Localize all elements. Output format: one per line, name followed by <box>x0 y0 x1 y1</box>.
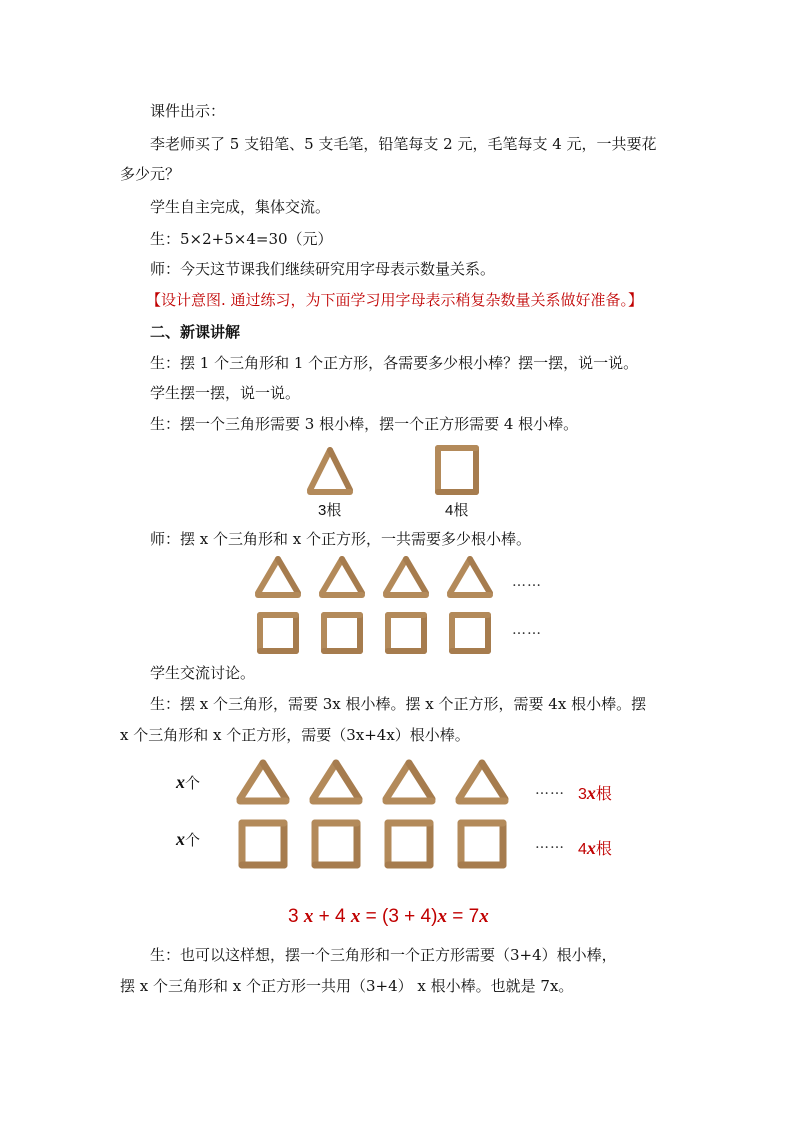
row-label-unit: 个 <box>185 775 201 792</box>
paragraph-students: 学生自主完成，集体交流。 <box>150 198 331 216</box>
square-shape <box>242 823 284 865</box>
square-shape <box>260 615 296 651</box>
square-shape <box>461 823 503 865</box>
square-shape <box>452 615 488 651</box>
triangle-shape <box>322 559 362 595</box>
triangle-shape <box>386 763 432 801</box>
row-label-squares <box>176 829 200 850</box>
paragraph-courseware: 课件出示： <box>150 102 226 120</box>
row-label-unit: 个 <box>185 832 201 849</box>
triangle-shape <box>313 763 359 801</box>
square-shape <box>324 615 360 651</box>
design-intent: 【设计意图. 通过练习，为下面学习用字母表示稍复杂数量关系做好准备。】 <box>146 291 644 309</box>
triangle-caption: 3根 <box>318 502 342 519</box>
paragraph-answer: 生：5×2+5×4=30（元） <box>150 230 333 248</box>
count-triangles: 3x根 <box>578 783 612 803</box>
paragraph-student-answer-cont: x 个三角形和 x 个正方形，需要（3x+4x）根小棒。 <box>120 726 470 744</box>
triangle-shape <box>240 763 286 801</box>
paragraph-activity: 学生摆一摆，说一说。 <box>150 384 301 402</box>
square-shape <box>438 448 476 492</box>
paragraph-question: 生：摆 1 个三角形和 1 个正方形，各需要多少根小棒？摆一摆，说一说。 <box>150 354 639 372</box>
paragraph-problem-cont: 多少元？ <box>120 165 181 183</box>
triangle-shape <box>459 763 505 801</box>
paragraph-alternative-cont: 摆 x 个三角形和 x 个正方形一共用（3+4） x 根小棒。也就是 7x。 <box>120 977 574 995</box>
figure-shape-rows <box>250 555 510 655</box>
paragraph-discussion: 学生交流讨论。 <box>150 664 256 682</box>
square-shape <box>388 615 424 651</box>
triangle-shape <box>450 559 490 595</box>
row-label-triangles <box>176 772 200 793</box>
count-squares: 4x根 <box>578 838 612 858</box>
paragraph-problem: 李老师买了 5 支铅笔、5 支毛笔，铅笔每支 2 元，毛笔每支 4 元，一共要花 <box>150 135 657 153</box>
ellipsis-bottom-labeled: …… <box>535 836 565 852</box>
row-label-var: x <box>176 829 185 849</box>
paragraph-alternative: 生：也可以这样想，摆一个三角形和一个正方形需要（3+4）根小棒， <box>150 946 617 964</box>
paragraph-sticks: 生：摆一个三角形需要 3 根小棒，摆一个正方形需要 4 根小棒。 <box>150 415 579 433</box>
section-heading: 二、新课讲解 <box>150 323 241 341</box>
ellipsis-bottom: …… <box>512 622 542 638</box>
paragraph-student-answer: 生：摆 x 个三角形，需要 3x 根小棒。摆 x 个正方形，需要 4x 根小棒。摆 <box>150 695 647 713</box>
paragraph-teacher: 师：今天这节课我们继续研究用字母表示数量关系。 <box>150 260 496 278</box>
square-shape <box>388 823 430 865</box>
ellipsis-top-labeled: …… <box>535 782 565 798</box>
triangle-shape <box>258 559 298 595</box>
row-label-var: x <box>176 772 185 792</box>
paragraph-teacher-question: 师：摆 x 个三角形和 x 个正方形，一共需要多少根小棒。 <box>150 530 531 548</box>
square-caption: 4根 <box>445 502 469 519</box>
figure-single-shapes <box>300 440 500 500</box>
ellipsis-top: …… <box>512 574 542 590</box>
square-shape <box>315 823 357 865</box>
equation: 3 x + 4 x = (3 + 4)x = 7x <box>288 906 489 927</box>
triangle-shape <box>310 450 350 492</box>
figure-labeled-rows <box>230 755 530 875</box>
triangle-shape <box>386 559 426 595</box>
